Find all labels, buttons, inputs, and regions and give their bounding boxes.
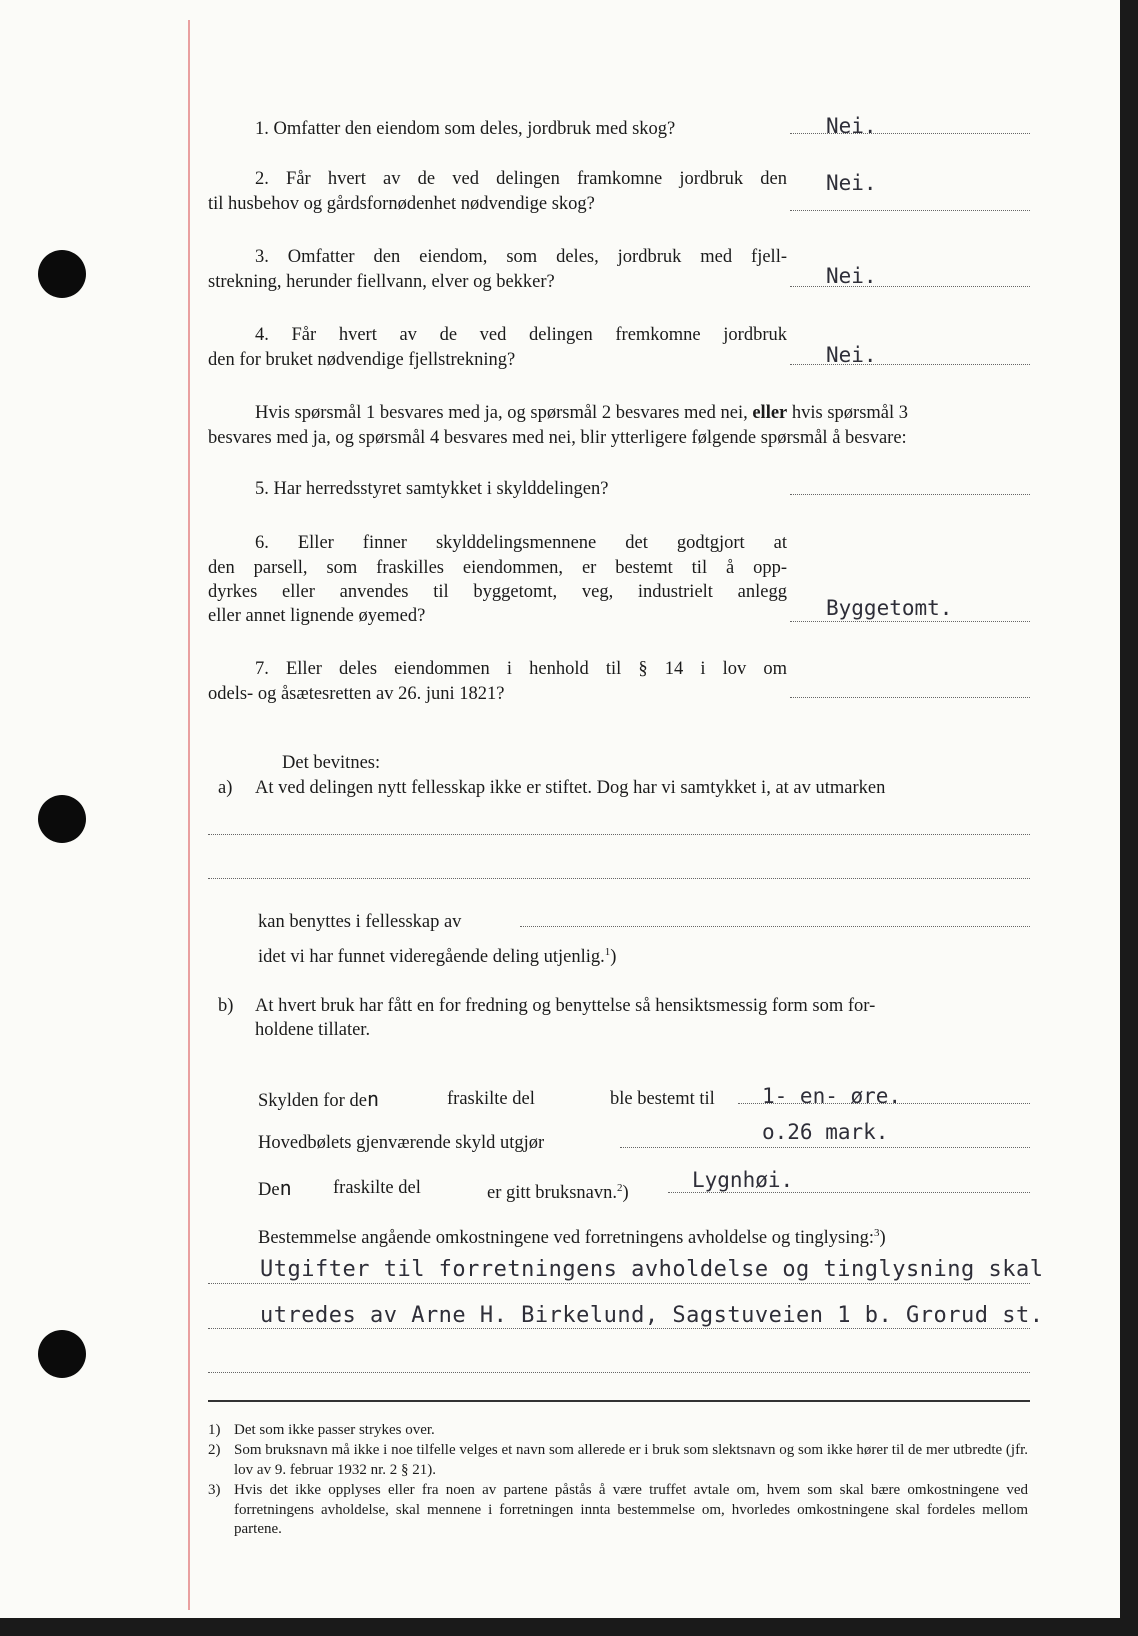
question-2-answer-line: [790, 210, 1030, 211]
omkost-line-1: Utgifter til forretningens avholdelse og tinglysning skal: [260, 1257, 1044, 1282]
navn-label-b: fraskilte del: [333, 1178, 421, 1198]
question-7-answer-line: [790, 697, 1030, 698]
question-2-line-2: til husbehov og gårdsfornødenhet nødvendige skog?: [208, 194, 595, 214]
navn-label-a-typed: n: [279, 1176, 292, 1200]
condition-line-1: [255, 402, 908, 424]
footnote-1-text: Det som ikke passer strykes over.: [234, 1422, 435, 1438]
question-3-line-2: strekning, herunder fiellvann, elver og bekker?: [208, 272, 555, 292]
navn-value-line: [668, 1192, 1030, 1193]
condition-line-1-part-a: Hvis spørsmål 1 besvares med ja, og spørsmål 2 besvares med nei,: [255, 403, 748, 423]
question-3-line-1: 3. Omfatter den eiendom, som deles, jordbruk med fjell-: [255, 247, 787, 267]
footnote-3: [208, 1481, 1028, 1541]
skyld-label-c: ble bestemt til: [610, 1089, 715, 1109]
question-5-text: 5. Har herredsstyret samtykket i skylddelingen?: [255, 479, 609, 499]
punch-hole-top: [38, 250, 86, 298]
question-6-line-2: den parsell, som fraskilles eiendommen, er bestemt til å opp-: [208, 558, 787, 578]
idet-text-main: idet vi har funnet videregående deling utjenlig.: [258, 947, 605, 968]
punch-hole-middle: [38, 795, 86, 843]
omkost-fill-line-3: [208, 1372, 1030, 1373]
footnote-3-marker: 3): [208, 1482, 221, 1498]
footnote-1-marker: 1): [208, 1422, 221, 1438]
condition-eller: eller: [752, 403, 788, 423]
navn-footnote-ref: 2: [617, 1182, 623, 1194]
omkost-line-2: utredes av Arne H. Birkelund, Sagstuveien 1 b. Grorud st.: [260, 1303, 1044, 1328]
footnote-2: [208, 1441, 1028, 1481]
witness-b-line-2: holdene tillater.: [255, 1020, 371, 1040]
witness-a-fill-line-2: [208, 878, 1030, 879]
witness-a-text: At ved delingen nytt fellesskap ikke er stiftet. Dog har vi samtykket i, at av utmarken: [255, 778, 886, 798]
idet-footnote-ref: 1: [604, 946, 611, 958]
hoved-label: Hovedbølets gjenværende skyld utgjør: [258, 1133, 545, 1153]
punch-hole-bottom: [38, 1330, 86, 1378]
witness-b-marker: b): [218, 996, 234, 1016]
footnote-2-text: Som bruksnavn må ikke i noe tilfelle velges et navn som allerede er i bruk som slektsnavn og som ikke hører til de mer utbredte (jfr. lov av 9. februar 1932 nr. 2 § 21).: [234, 1442, 1028, 1478]
omkost-label-text: Bestemmelse angående omkostningene ved forretningens avholdelse og tinglysing:: [258, 1228, 875, 1249]
navn-footnote-close: ): [622, 1183, 629, 1204]
condition-line-2: besvares med ja, og spørsmål 4 besvares med nei, blir ytterligere følgende spørsmål å besvare:: [208, 428, 907, 448]
footnote-2-marker: 2): [208, 1442, 221, 1458]
question-3-answer: Nei.: [826, 264, 877, 288]
idet-footnote-close: ): [610, 947, 617, 968]
skyld-label-a-text: Skylden for de: [258, 1091, 367, 1111]
idet-text: [258, 941, 616, 968]
hoved-value: o.26 mark.: [762, 1120, 889, 1144]
skyld-label-a-typed: n: [366, 1087, 379, 1111]
shared-use-label: kan benyttes i fellesskap av: [258, 912, 462, 932]
footnote-1: [208, 1421, 1028, 1441]
question-1-answer: Nei.: [826, 114, 877, 138]
witness-b-line-1: At hvert bruk har fått en for fredning og benyttelse så hensiktsmessig form som for-: [255, 996, 876, 1016]
question-6-answer-line: [790, 621, 1030, 622]
question-4-line-1: 4. Får hvert av de ved delingen fremkomne jordbruk: [255, 325, 787, 345]
question-6-answer: Byggetomt.: [826, 596, 953, 620]
navn-label-a-text: De: [258, 1180, 280, 1200]
question-2-answer: Nei.: [826, 171, 877, 195]
witness-heading: Det bevitnes:: [282, 753, 381, 773]
question-6-line-3: dyrkes eller anvendes til byggetomt, veg, industrielt anlegg: [208, 582, 787, 602]
omkost-fill-line-1: [208, 1283, 1030, 1284]
question-7-line-2: odels- og åsætesretten av 26. juni 1821?: [208, 684, 505, 704]
navn-label-a: [258, 1177, 292, 1201]
navn-value: Lygnhøi.: [692, 1168, 794, 1192]
omkost-fill-line-2: [208, 1328, 1030, 1329]
question-4-line-2: den for bruket nødvendige fjellstrekning?: [208, 350, 516, 370]
condition-line-1-part-b: hvis spørsmål 3: [791, 403, 909, 423]
witness-a-marker: a): [218, 778, 233, 798]
question-6-line-1: 6. Eller finner skylddelingsmennene det godtgjort at: [255, 533, 787, 553]
skyld-label-a: [258, 1088, 379, 1112]
footnote-3-text: Hvis det ikke opplyses eller fra noen av partene påstås å være truffet avtale om, hvem som skal bære omkostningene ved forretningens avholdelse, skal mennene i forretningen innta bestemmelse om, hvorledes omkostningene skal fordeles mellom partene.: [234, 1482, 1028, 1537]
question-4-answer: Nei.: [826, 343, 877, 367]
navn-label-c-text: er gitt bruksnavn.: [487, 1183, 617, 1204]
footnote-separator: [208, 1400, 1030, 1402]
shared-use-line: [520, 926, 1030, 927]
question-5-answer-line: [790, 494, 1030, 495]
question-7-line-1: 7. Eller deles eiendommen i henhold til § 14 i lov om: [255, 659, 787, 679]
margin-line: [188, 20, 190, 1610]
question-1-text: 1. Omfatter den eiendom som deles, jordbruk med skog?: [255, 119, 676, 139]
omkost-footnote-ref: 3: [874, 1227, 880, 1239]
skyld-label-b: fraskilte del: [447, 1089, 535, 1109]
omkost-footnote-close: ): [879, 1228, 886, 1249]
navn-label-c: [487, 1177, 629, 1204]
witness-a-fill-line-1: [208, 834, 1030, 835]
omkost-label: [258, 1222, 886, 1249]
skyld-value: 1- en- øre.: [762, 1084, 902, 1108]
question-6-line-4: eller annet lignende øyemed?: [208, 606, 426, 626]
hoved-value-line: [620, 1147, 1030, 1148]
question-2-line-1: 2. Får hvert av de ved delingen framkomne jordbruk den: [255, 169, 787, 189]
